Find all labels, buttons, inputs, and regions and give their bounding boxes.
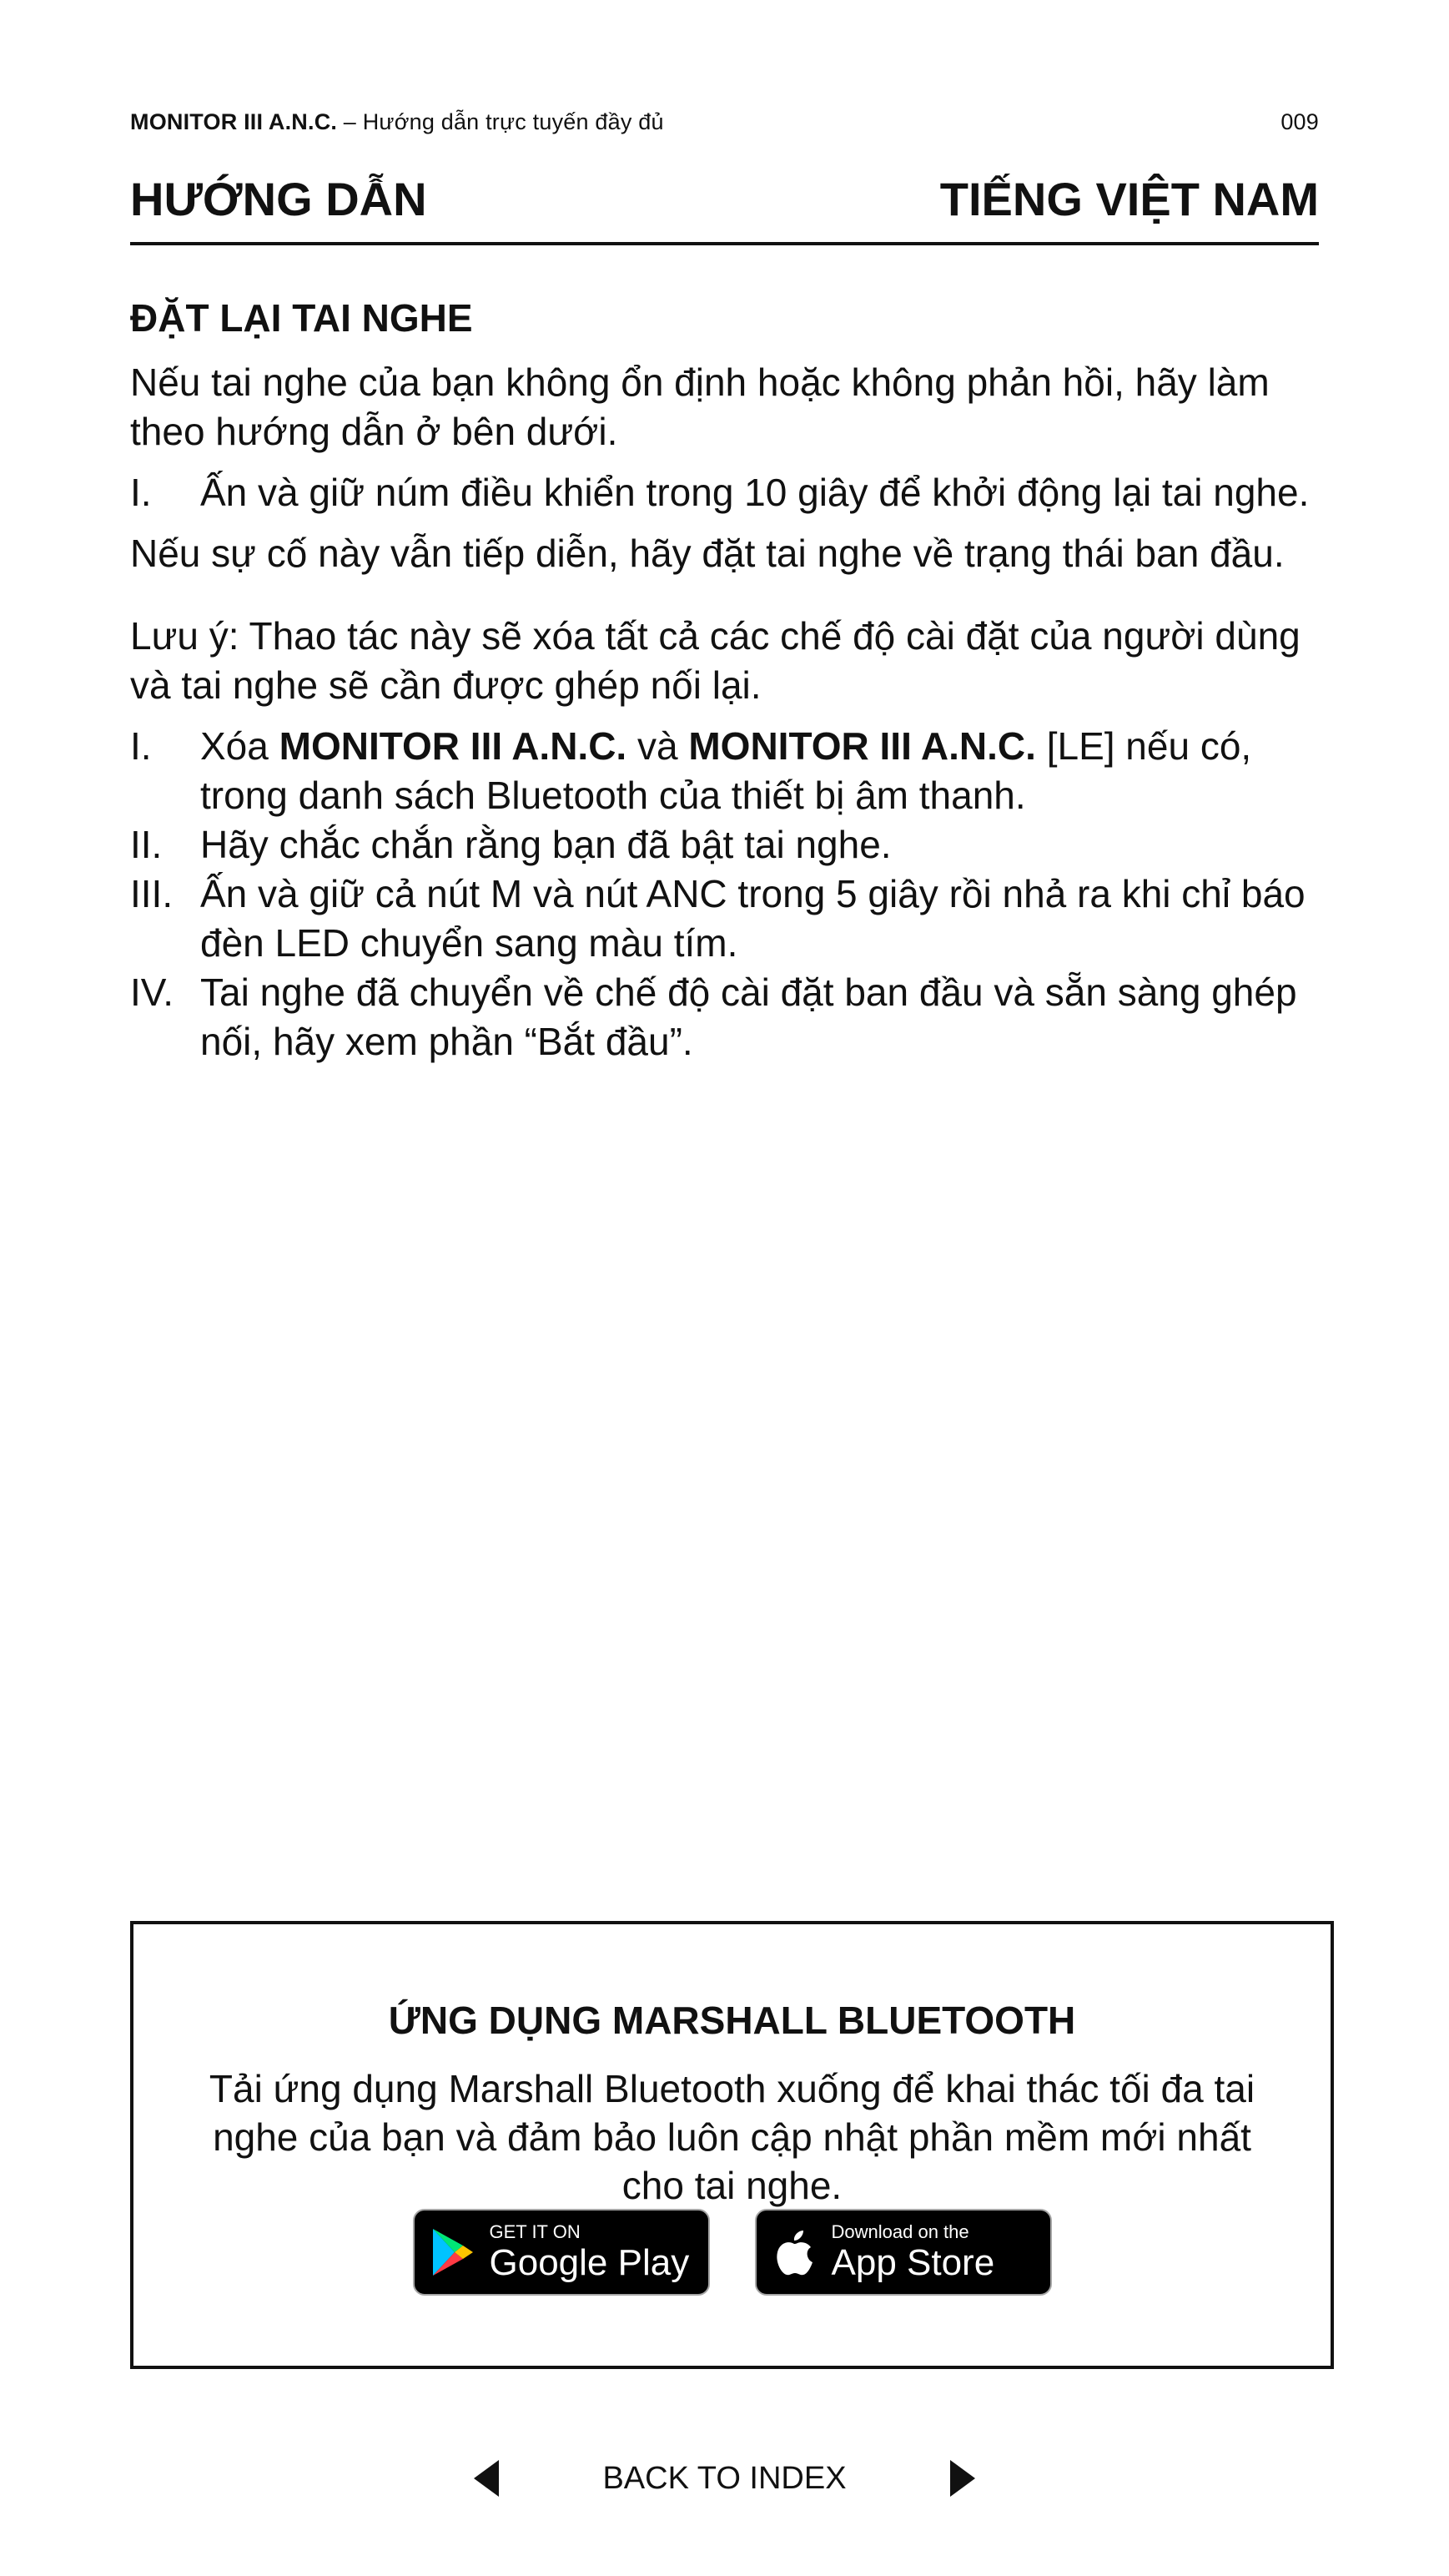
app-promo-text: Tải ứng dụng Marshall Bluetooth xuống để khai thác tối đa tai nghe của bạn và đảm bảo luôn cập nhật phần mềm mới nhất cho tai nghe. xyxy=(209,2067,1255,2207)
google-play-icon xyxy=(415,2211,490,2294)
google-play-small-text: GET IT ON xyxy=(489,2221,581,2242)
apple-icon xyxy=(757,2211,832,2294)
google-play-badge[interactable] xyxy=(413,2209,710,2296)
back-to-index-link[interactable]: BACK TO INDEX xyxy=(602,2460,847,2496)
factory-step-2 xyxy=(130,820,1340,870)
restart-steps xyxy=(130,468,1340,517)
factory-step-4 xyxy=(130,968,1340,1066)
step-text: Tai nghe đã chuyển về chế độ cài đặt ban đầu và sẵn sàng ghép nối, hãy xem phần “Bắt đầu”. xyxy=(200,970,1297,1063)
section-heading-right: TIẾNG VIỆT NAM xyxy=(939,172,1319,225)
reset-note: Lưu ý: Thao tác này sẽ xóa tất cả các chế độ cài đặt của người dùng và tai nghe sẽ cần được ghép nối lại. xyxy=(130,614,1301,707)
step-number: III. xyxy=(130,872,174,915)
triangle-left-icon[interactable] xyxy=(470,2458,504,2498)
footer-navigation xyxy=(0,2453,1449,2503)
app-promo-box xyxy=(130,1921,1334,2369)
store-badges xyxy=(133,2209,1331,2296)
app-store-small-text: Download on the xyxy=(831,2221,969,2242)
step-text: Ấn và giữ núm điều khiển trong 10 giây để khởi động lại tai nghe. xyxy=(200,471,1310,514)
triangle-right-icon[interactable] xyxy=(945,2458,979,2498)
reset-intro: Nếu tai nghe của bạn không ổn định hoặc không phản hồi, hãy làm theo hướng dẫn ở bên dưới. xyxy=(130,360,1270,453)
product-name: MONITOR III A.N.C. xyxy=(279,724,627,768)
step-number: I. xyxy=(130,471,152,514)
continue-text: Nếu sự cố này vẫn tiếp diễn, hãy đặt tai nghe về trạng thái ban đầu. xyxy=(130,532,1285,575)
step-text-part: và xyxy=(626,724,689,768)
google-play-big-text: Google Play xyxy=(489,2242,690,2283)
factory-step-1 xyxy=(130,722,1340,820)
step-number: I. xyxy=(130,724,152,768)
section-heading-left: HƯỚNG DẪN xyxy=(130,172,427,225)
app-promo-title: ỨNG DỤNG MARSHALL BLUETOOTH xyxy=(388,1999,1076,2042)
document-title xyxy=(130,109,664,135)
step-text: Hãy chắc chắn rằng bạn đã bật tai nghe. xyxy=(200,823,892,866)
section-heading-row xyxy=(130,165,1319,232)
step-text: Ấn và giữ cả nút M và nút ANC trong 5 giây rồi nhả ra khi chỉ báo đèn LED chuyển sang màu tím. xyxy=(200,872,1306,965)
document-title-rest: – Hướng dẫn trực tuyến đầy đủ xyxy=(337,108,664,134)
reset-title: ĐẶT LẠI TAI NGHE xyxy=(130,296,473,340)
step-text xyxy=(200,724,1251,817)
google-play-label xyxy=(490,2223,690,2281)
running-header xyxy=(130,105,1319,139)
step-text-part: Xóa xyxy=(200,724,279,768)
document-title-product: MONITOR III A.N.C. xyxy=(130,108,338,134)
restart-step xyxy=(130,468,1340,517)
reset-section xyxy=(130,294,1340,1078)
product-name: MONITOR III A.N.C. xyxy=(688,724,1036,768)
app-store-big-text: App Store xyxy=(831,2242,995,2283)
heading-divider xyxy=(130,242,1319,245)
step-number: II. xyxy=(130,823,163,866)
app-store-badge[interactable] xyxy=(755,2209,1052,2296)
step-number: IV. xyxy=(130,970,174,1014)
step-text-part: [LE] nếu có, trong danh sách Bluetooth của thiết bị âm thanh. xyxy=(200,724,1252,817)
factory-step-3 xyxy=(130,870,1340,968)
page-number: 009 xyxy=(1280,108,1319,134)
factory-reset-steps xyxy=(130,722,1340,1066)
app-store-label xyxy=(832,2223,995,2281)
